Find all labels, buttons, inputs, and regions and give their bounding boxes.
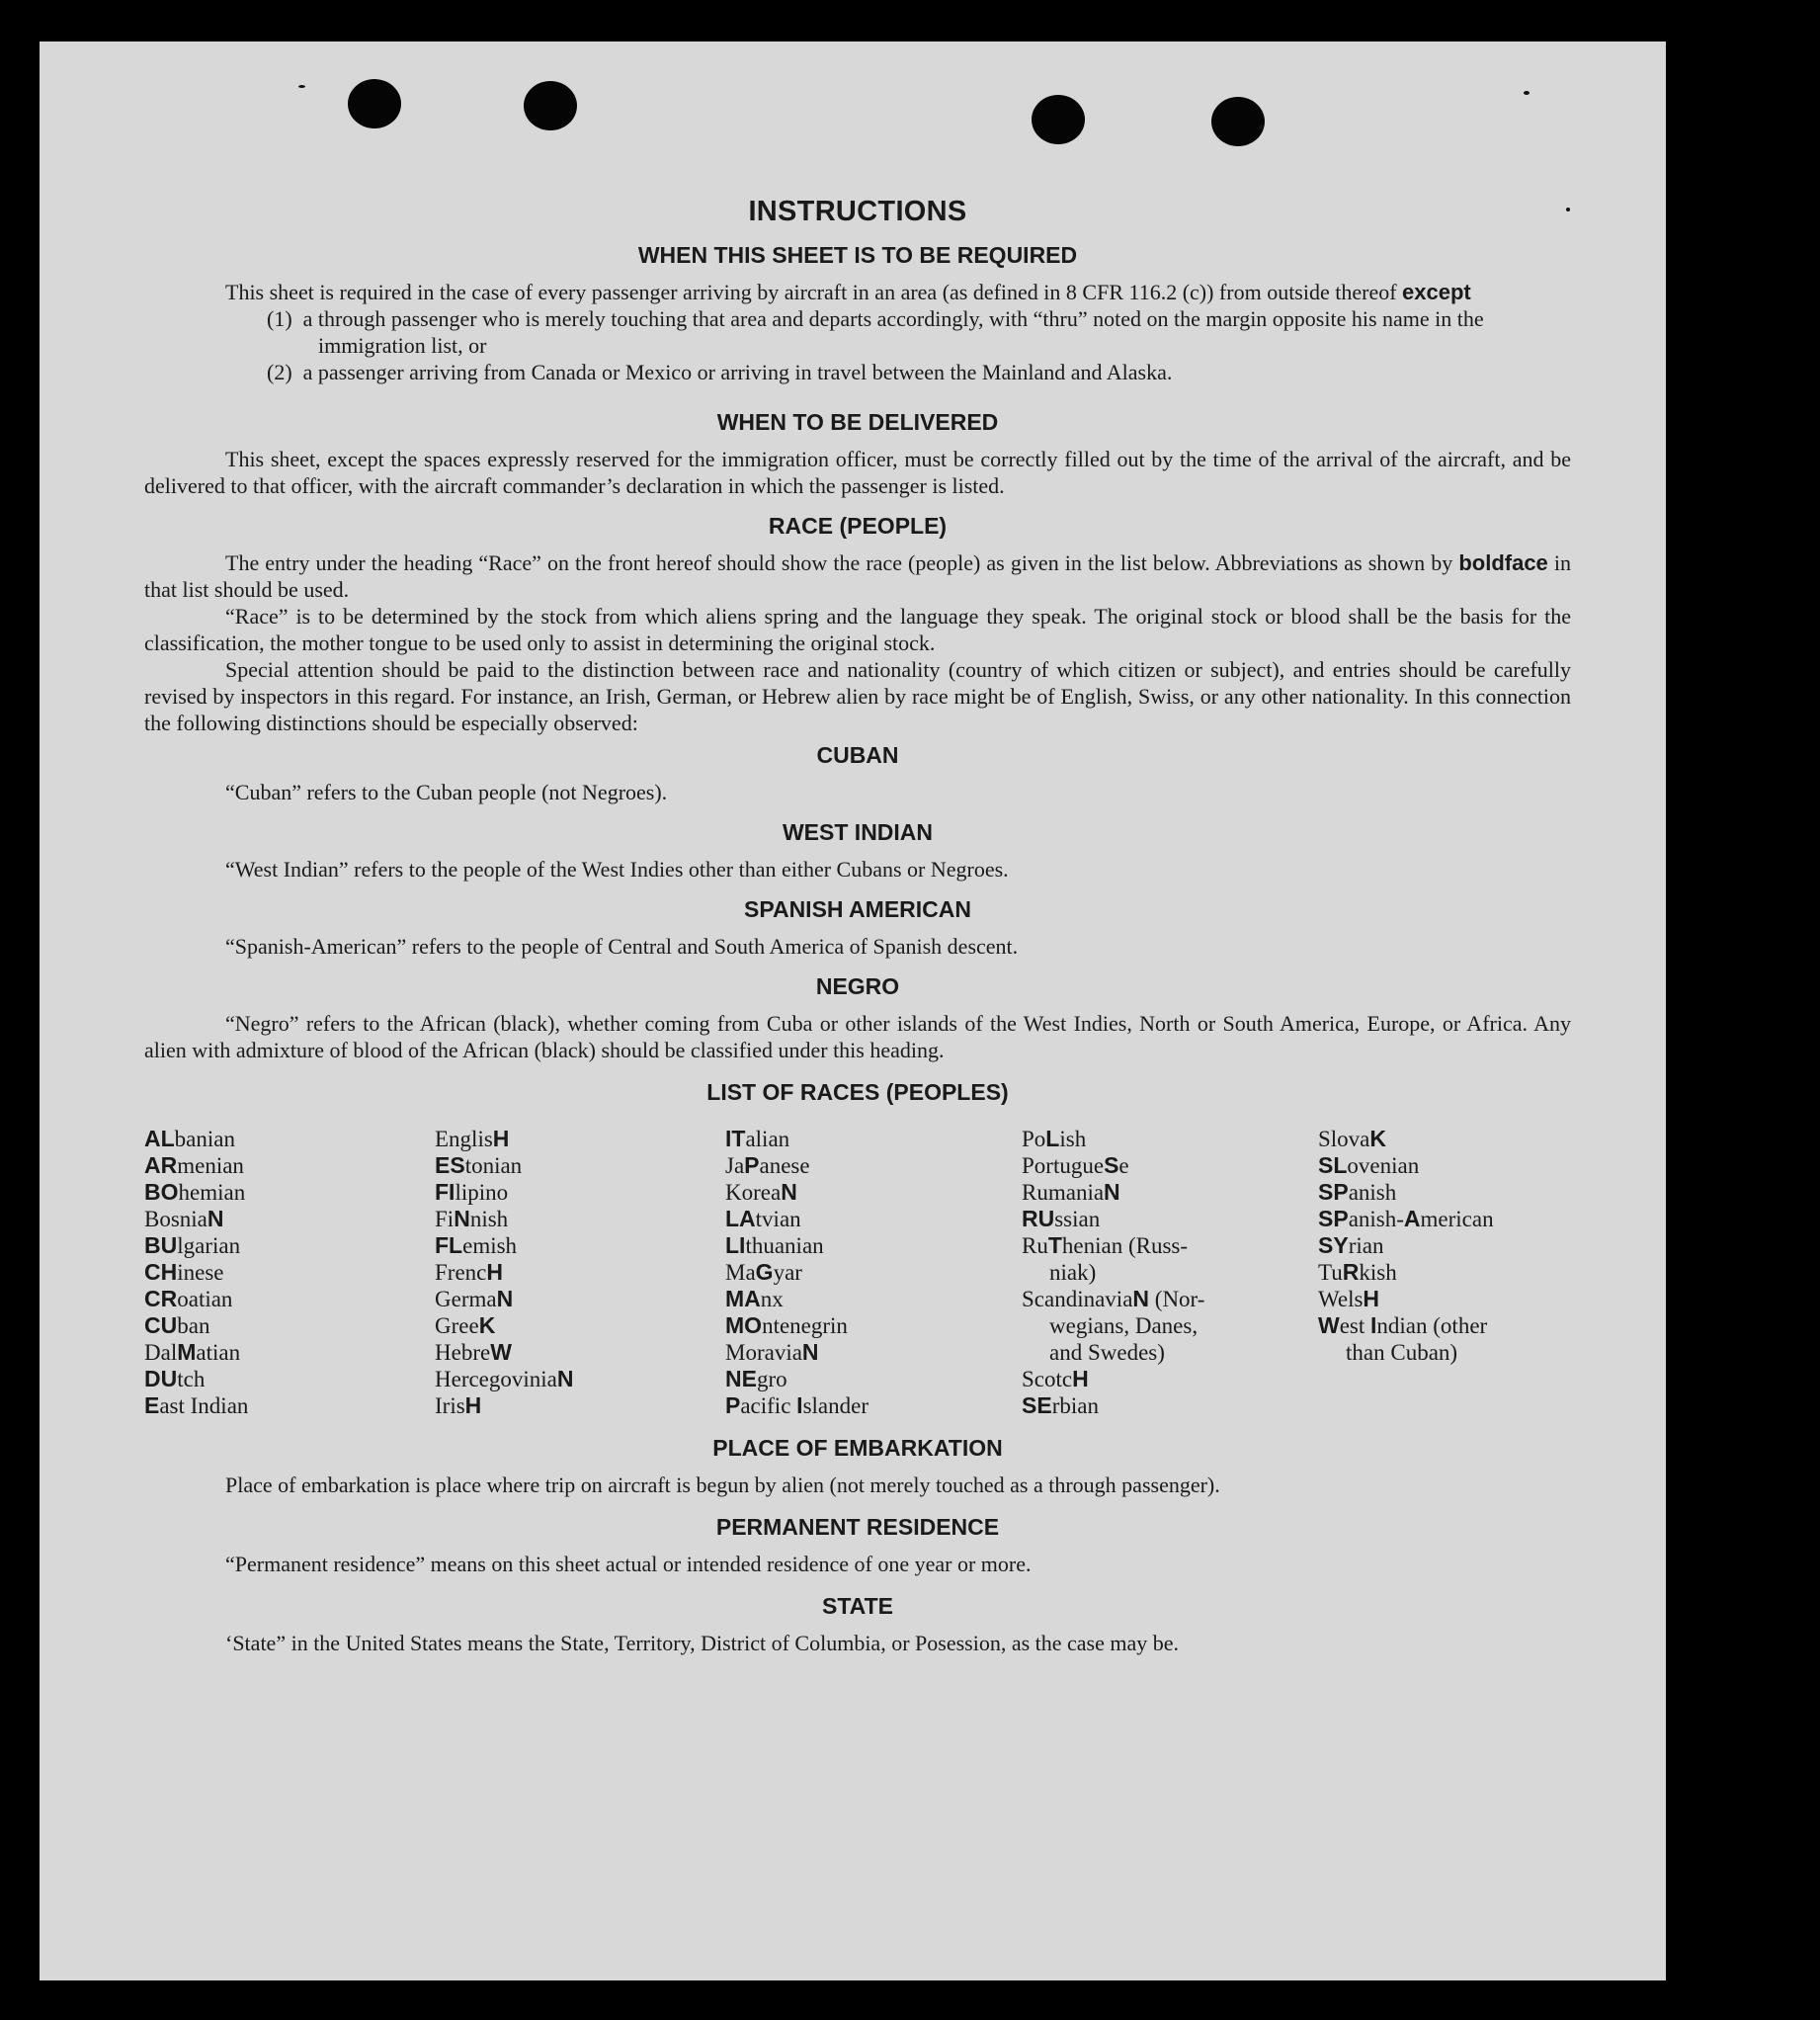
race-entry: than Cuban)	[1346, 1340, 1458, 1365]
race-entry: niak)	[1049, 1260, 1097, 1285]
races-column	[435, 1126, 725, 1419]
race-entry: SPanish-American	[1318, 1206, 1494, 1231]
race-entry: CHinese	[144, 1259, 224, 1285]
race-entry: SLovenian	[1318, 1152, 1420, 1178]
race-entry: BUlgarian	[144, 1232, 241, 1258]
paragraph-when-required: This sheet is required in the case of every passenger arriving by aircraft in an area (as defined in 8 CFR 116.2 (c)) from outside thereof except	[225, 280, 1471, 304]
race-entry: LAtvian	[725, 1206, 801, 1231]
list-item: (2) a passenger arriving from Canada or Mexico or arriving in travel between the Mainland and Alaska.	[267, 360, 1173, 384]
race-entry: CUban	[144, 1312, 210, 1338]
heading-negro: NEGRO	[815, 973, 900, 999]
paragraph-negro: “Negro” refers to the African (black), whether coming from Cuba or other islands of the West Indies, North or South America, Europe, or Africa. Any alien with admixture of blood of the African (black) should be classified under this heading.	[144, 1011, 1571, 1062]
race-entry: West Indian (other	[1318, 1312, 1488, 1338]
heading-list-of-races: LIST OF RACES (PEOPLES)	[706, 1079, 1009, 1105]
instructions-content	[144, 150, 1571, 1656]
race-entry: FrencH	[435, 1259, 503, 1285]
race-entry: MAnx	[725, 1286, 784, 1311]
paragraph-embarkation: Place of embarkation is place where trip on aircraft is begun by alien (not merely touched as a through passenger).	[225, 1473, 1220, 1497]
race-entry: SlovaK	[1318, 1126, 1387, 1151]
races-column	[725, 1126, 1022, 1419]
race-entry: DUtch	[144, 1366, 206, 1391]
dust-speck	[1259, 125, 1264, 129]
dust-speck	[298, 85, 305, 88]
race-entry: wegians, Danes,	[1049, 1313, 1199, 1338]
race-entry: SPanish	[1318, 1179, 1397, 1205]
dust-speck	[1524, 91, 1530, 95]
race-entry: JaPanese	[725, 1152, 810, 1178]
heading-cuban: CUBAN	[816, 742, 899, 768]
race-entry: IrisH	[435, 1392, 482, 1418]
document-page	[40, 42, 1666, 1980]
race-entry: PortugueSe	[1022, 1152, 1129, 1178]
heading-race: RACE (PEOPLE)	[768, 513, 948, 539]
punch-hole	[348, 79, 401, 128]
races-list	[144, 1126, 1571, 1419]
race-entry: EStonian	[435, 1152, 523, 1178]
race-entry: GermaN	[435, 1286, 514, 1311]
punch-hole	[524, 81, 577, 130]
race-entry: ALbanian	[144, 1126, 235, 1151]
race-entry: FIlipino	[435, 1179, 509, 1205]
race-entry: BOhemian	[144, 1179, 246, 1205]
page-title: INSTRUCTIONS	[748, 196, 967, 227]
race-entry: BosniaN	[144, 1206, 224, 1231]
race-entry: ARmenian	[144, 1152, 244, 1178]
race-entry: HercegoviniaN	[435, 1366, 574, 1391]
races-column	[144, 1126, 435, 1419]
race-entry: LIthuanian	[725, 1232, 824, 1258]
heading-west-indian: WEST INDIAN	[782, 819, 934, 845]
paragraph-cuban: “Cuban” refers to the Cuban people (not Negroes).	[225, 780, 668, 804]
race-entry: and Swedes)	[1049, 1340, 1165, 1365]
heading-spanish-american: SPANISH AMERICAN	[743, 896, 971, 922]
race-entry: CRoatian	[144, 1286, 233, 1311]
race-entry: ITalian	[725, 1126, 790, 1151]
race-entry: KoreaN	[725, 1179, 797, 1205]
race-entry: ScotcH	[1022, 1366, 1089, 1391]
heading-state: STATE	[822, 1593, 893, 1619]
emphasis-except: except	[1402, 280, 1471, 304]
paragraph-permanent-residence: “Permanent residence” means on this sheet actual or intended residence of one year or more.	[225, 1552, 1032, 1576]
race-entry: DalMatian	[144, 1339, 241, 1365]
race-entry: ScandinaviaN (Nor-	[1022, 1286, 1205, 1311]
list-item: (1) a through passenger who is merely touching that area and departs accordingly, with “thru” noted on the margin opposite his name in the immigration list, or	[267, 306, 1484, 358]
race-entry: RUssian	[1022, 1206, 1101, 1231]
race-entry: RuThenian (Russ-	[1022, 1232, 1189, 1258]
race-entry: FLemish	[435, 1232, 518, 1258]
paragraph-race-3: Special attention should be paid to the distinction between race and nationality (country of which citizen or subject), and entries should be carefully revised by inspectors in this regard. For instance, an Irish, German, or Hebrew alien by race might be of English, Swiss, or any other nationality. In this connection the following distinctions should be especially observed:	[144, 657, 1571, 735]
paragraph-west-indian: “West Indian” refers to the people of the West Indies other than either Cubans or Negroes.	[225, 857, 1009, 882]
heading-when-required: WHEN THIS SHEET IS TO BE REQUIRED	[637, 242, 1078, 268]
race-entry: MOntenegrin	[725, 1312, 848, 1338]
race-entry: HebreW	[435, 1339, 512, 1365]
paragraph-state: ‘State” in the United States means the State, Territory, District of Columbia, or Posession, as the case may be.	[225, 1631, 1180, 1655]
emphasis-boldface: boldface	[1458, 550, 1548, 575]
punch-hole	[1211, 97, 1265, 146]
paragraph-when-delivered: This sheet, except the spaces expressly reserved for the immigration officer, must be correctly filled out by the time of the arrival of the aircraft, and be delivered to that officer, with the aircraft commander’s declaration in which the passenger is listed.	[144, 447, 1571, 498]
races-column	[1022, 1126, 1318, 1419]
paragraph-race-1: The entry under the heading “Race” on the front hereof should show the race (people) as given in the list below. Abbreviations as shown by boldface in that list should be used.	[144, 550, 1571, 602]
heading-when-delivered: WHEN TO BE DELIVERED	[716, 409, 999, 435]
paragraph-race-2: “Race” is to be determined by the stock from which aliens spring and the language they speak. The original stock or blood shall be the basis for the classification, the mother tongue to be used only to assist in determining the original stock.	[144, 604, 1571, 655]
race-entry: EnglisH	[435, 1126, 510, 1151]
race-entry: MaGyar	[725, 1259, 802, 1285]
heading-embarkation: PLACE OF EMBARKATION	[712, 1435, 1003, 1461]
race-entry: MoraviaN	[725, 1339, 819, 1365]
race-entry: WelsH	[1318, 1286, 1380, 1311]
race-entry: East Indian	[144, 1392, 249, 1418]
race-entry: RumaniaN	[1022, 1179, 1120, 1205]
heading-permanent-residence: PERMANENT RESIDENCE	[715, 1514, 1000, 1540]
race-entry: GreeK	[435, 1312, 496, 1338]
race-entry: SYrian	[1318, 1232, 1384, 1258]
race-entry: NEgro	[725, 1366, 787, 1391]
race-entry: Pacific Islander	[725, 1392, 869, 1418]
race-entry: SErbian	[1022, 1392, 1099, 1418]
punch-hole	[1032, 95, 1085, 144]
race-entry: FiNnish	[435, 1206, 509, 1231]
races-column	[1318, 1126, 1571, 1419]
race-entry: TuRkish	[1318, 1259, 1397, 1285]
paragraph-spanish-american: “Spanish-American” refers to the people of Central and South America of Spanish descent.	[225, 934, 1019, 959]
race-entry: PoLish	[1022, 1126, 1087, 1151]
